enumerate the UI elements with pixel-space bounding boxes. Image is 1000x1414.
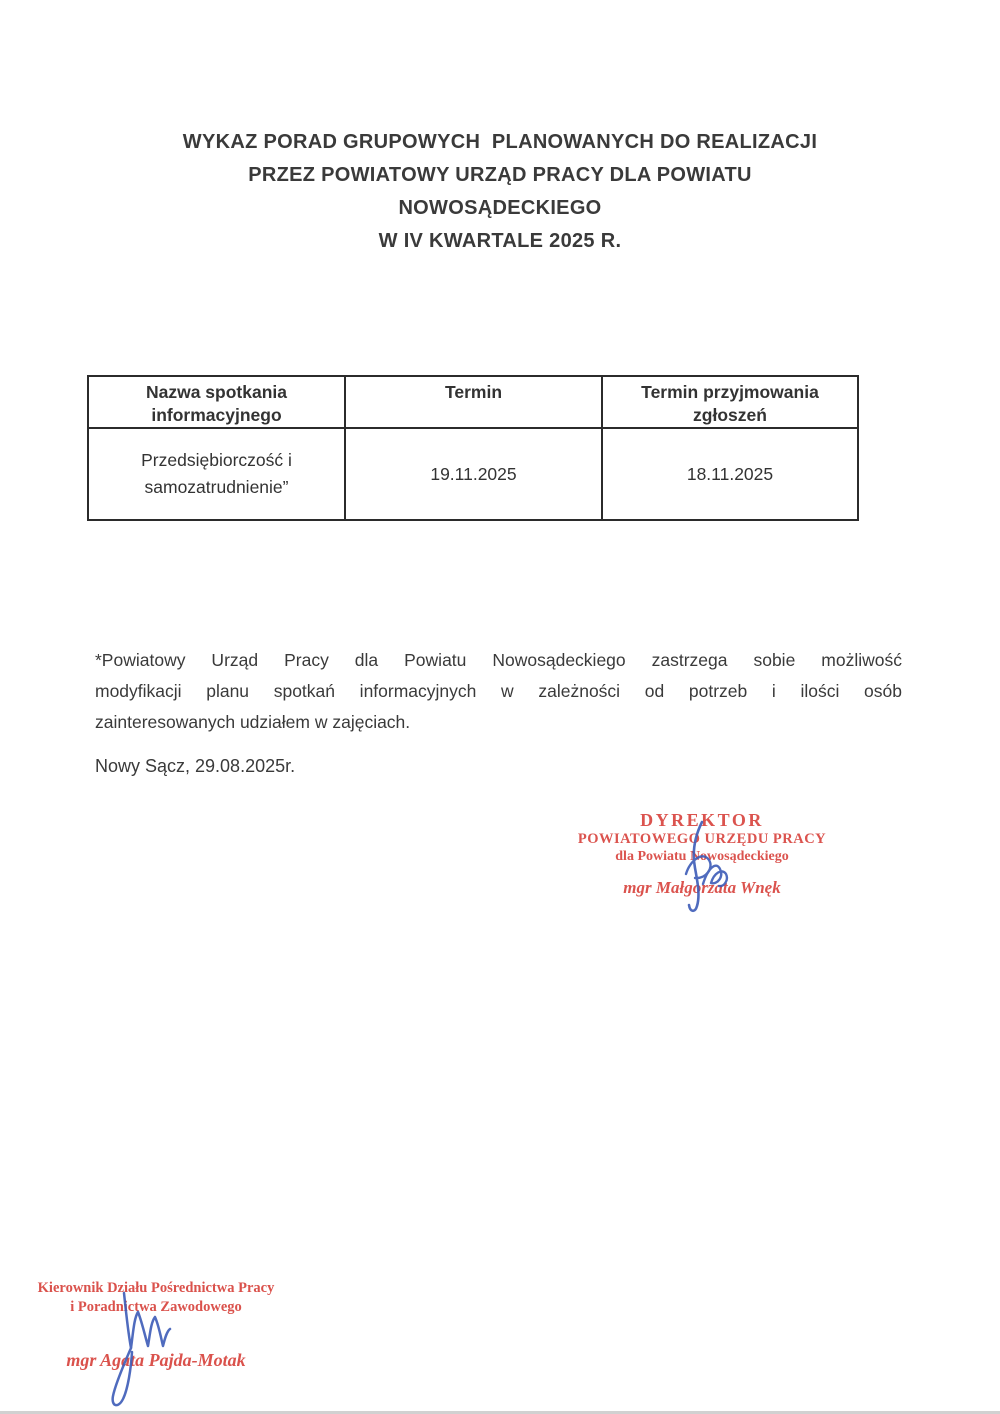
manager-stamp-line-2: i Poradnictwa Zawodowego: [70, 1299, 242, 1315]
title-line-4: W IV KWARTALE 2025 R.: [378, 230, 622, 252]
director-signature-scribble: [655, 813, 740, 918]
title-line-1: WYKAZ PORAD GRUPOWYCH PLANOWANYCH DO REALIZACJI: [182, 131, 818, 153]
manager-stamp-name: mgr Agata Pajda-Motak: [66, 1350, 246, 1370]
column-header-date: Termin: [345, 376, 602, 428]
dateline: Nowy Sącz, 29.08.2025r.: [95, 756, 296, 776]
footnote: [95, 645, 902, 738]
table-header-row: [88, 376, 858, 428]
cell-registration-deadline: 18.11.2025: [602, 428, 858, 520]
document-title: [0, 126, 1000, 258]
footnote-line-1: *Powiatowy Urząd Pracy dla Powiatu Nowosądeckiego zastrzega sobie możliwość: [95, 650, 902, 670]
title-line-2: PRZEZ POWIATOWY URZĄD PRACY DLA POWIATU: [248, 164, 752, 186]
director-stamp-org: POWIATOWEGO URZĘDU PRACY: [577, 831, 827, 847]
group-counseling-schedule-table: [87, 375, 859, 521]
director-stamp-name: mgr Małgorzata Wnęk: [623, 878, 781, 897]
cell-meeting-name: Przedsiębiorczość i samozatrudnienie”: [88, 428, 345, 520]
column-header-registration-deadline: Termin przyjmowania zgłoszeń: [602, 376, 858, 428]
title-line-3: NOWOSĄDECKIEGO: [398, 197, 602, 219]
column-header-meeting-name: Nazwa spotkania informacyjnego: [88, 376, 345, 428]
director-stamp-title: DYREKTOR: [640, 810, 764, 830]
footnote-line-3: zainteresowanych udziałem w zajęciach.: [95, 712, 411, 732]
director-stamp-unit: dla Powiatu Nowosądeckiego: [615, 849, 789, 864]
footnote-line-2: modyfikacji planu spotkań informacyjnych w zależności od potrzeb i ilości osób: [95, 681, 902, 701]
manager-stamp-line-1: Kierownik Działu Pośrednictwa Pracy: [37, 1280, 275, 1296]
manager-signature-scribble: [83, 1283, 183, 1411]
table-row: [88, 428, 858, 520]
cell-meeting-date: 19.11.2025: [345, 428, 602, 520]
